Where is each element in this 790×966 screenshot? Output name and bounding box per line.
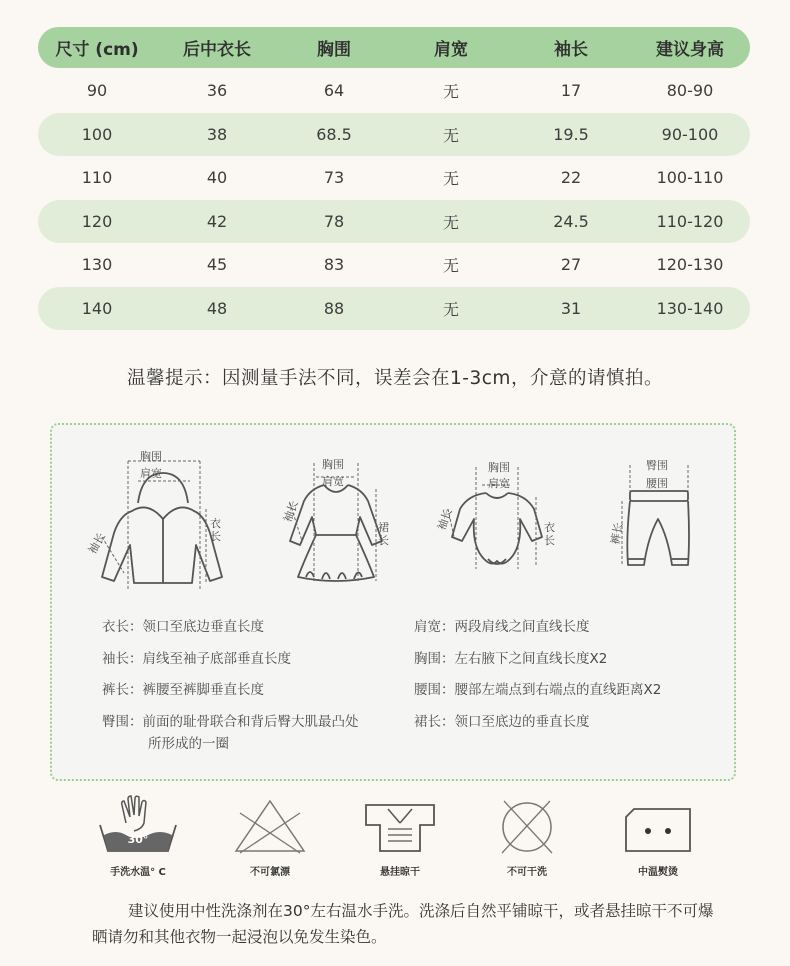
- def-hip-line2: 所形成的一圈: [148, 736, 229, 752]
- def-skirt: 裙长：领口至底边的垂直长度: [414, 714, 590, 730]
- def-chest: 胸围：左右腋下之间直线长度X2: [414, 651, 608, 667]
- pants-icon: [608, 457, 708, 577]
- table-cell: 110-120: [656, 211, 724, 231]
- header-chest: 胸围: [317, 40, 351, 60]
- table-cell: 78: [323, 211, 345, 231]
- table-cell: 40: [206, 168, 228, 188]
- table-row: [38, 69, 750, 113]
- dress-shoulder-label: 肩宽: [322, 475, 344, 488]
- no-bleach-icon: [232, 795, 308, 855]
- def-waist: 腰围：腰部左端点到右端点的直线距离X2: [414, 682, 662, 698]
- hand-wash-icon: [96, 795, 180, 855]
- table-cell: 27: [560, 255, 582, 275]
- care-no-bleach: [232, 795, 308, 878]
- medium-iron-icon: [620, 795, 696, 855]
- table-row: [38, 156, 750, 200]
- def-hip: 臀围：前面的耻骨联合和背后臀大肌最凸处: [102, 714, 359, 730]
- care-medium-iron: [620, 795, 696, 878]
- header-sleeve: 袖长: [554, 40, 588, 60]
- dress-chest-label: 胸围: [322, 458, 344, 471]
- table-cell: 无: [442, 212, 459, 232]
- table-cell: 45: [206, 255, 228, 275]
- table-cell: 73: [323, 168, 345, 188]
- care-hang-dry: [360, 795, 440, 878]
- table-cell: 120-130: [656, 255, 724, 275]
- dress-skirt-label: 裙长: [378, 521, 389, 547]
- table-cell: 48: [206, 298, 228, 318]
- table-cell: 17: [560, 81, 582, 101]
- table-row: [38, 113, 750, 157]
- table-cell: 110: [81, 168, 113, 188]
- table-cell: 140: [81, 298, 113, 318]
- table-cell: 24.5: [553, 211, 589, 231]
- table-cell: 无: [442, 256, 459, 276]
- table-cell: 38: [206, 124, 228, 144]
- table-row: [38, 243, 750, 287]
- dress-sleeve-label: 袖长: [281, 498, 301, 525]
- table-row: [38, 287, 750, 331]
- pants-waist-label: 腰围: [646, 477, 668, 490]
- romper-length-label: 衣长: [544, 521, 555, 547]
- romper-chest-label: 胸围: [488, 461, 510, 474]
- measurement-tip: 温馨提示：因测量手法不同，误差会在1-3cm，介意的请慎拍。: [127, 368, 663, 389]
- header-shoulder: 肩宽: [434, 40, 468, 60]
- romper-sleeve-label: 袖长: [435, 506, 455, 533]
- care-label: 悬挂晾干: [380, 867, 420, 878]
- jacket-chest-label: 胸围: [140, 450, 162, 463]
- size-table: [38, 27, 750, 330]
- table-cell: 90-100: [661, 124, 719, 144]
- header-height: 建议身高: [656, 40, 724, 60]
- table-cell: 19.5: [553, 124, 589, 144]
- table-cell: 31: [560, 298, 582, 318]
- table-cell: 64: [323, 81, 345, 101]
- table-cell: 130: [81, 255, 113, 275]
- pants-length-label: 裤长: [608, 521, 626, 546]
- header-back-length: 后中衣长: [183, 40, 251, 60]
- measurement-guide: [50, 423, 736, 781]
- care-label: 中温熨烫: [638, 867, 678, 878]
- table-cell: 22: [560, 168, 582, 188]
- table-cell: 无: [442, 169, 459, 189]
- table-cell: 无: [442, 299, 459, 319]
- table-cell: 36: [206, 81, 228, 101]
- def-shoulder: 肩宽：两段肩线之间直线长度: [414, 619, 590, 635]
- table-cell: 100-110: [656, 168, 724, 188]
- table-cell: 80-90: [666, 81, 714, 101]
- table-cell: 68.5: [316, 124, 352, 144]
- care-label: 不可氯漂: [250, 867, 290, 878]
- table-header-row: [38, 27, 750, 68]
- table-cell: 83: [323, 255, 345, 275]
- wash-temp: 30°: [127, 833, 149, 846]
- romper-shoulder-label: 肩宽: [488, 477, 510, 490]
- wash-instructions: 建议使用中性洗涤剂在30°左右温水手洗。洗涤后自然平铺晾干，或者悬挂晾干不可爆晒请勿和其他衣物一起浸泡以免发生染色。: [92, 902, 714, 946]
- table-cell: 130-140: [656, 298, 724, 318]
- table-row: [38, 200, 750, 244]
- table-cell: 90: [86, 81, 108, 101]
- table-cell: 100: [81, 124, 113, 144]
- jacket-shoulder-label: 肩宽: [140, 467, 162, 480]
- table-cell: 42: [206, 211, 228, 231]
- hang-dry-icon: [360, 795, 440, 855]
- care-label: 手洗水温° C: [110, 867, 166, 878]
- table-cell: 无: [442, 82, 459, 102]
- pants-hip-label: 臀围: [646, 459, 668, 472]
- jacket-sleeve-label: 袖长: [85, 530, 109, 557]
- def-sleeve-length: 袖长：肩线至袖子底部垂直长度: [102, 651, 291, 667]
- def-pants-length: 裤长：裤腰至裤脚垂直长度: [102, 682, 264, 698]
- pants-figure: [608, 457, 708, 577]
- table-cell: 无: [442, 125, 459, 145]
- table-cell: 88: [323, 298, 345, 318]
- care-hand-wash: [96, 795, 180, 878]
- care-label: 不可干洗: [507, 867, 547, 878]
- care-no-dry-clean: [492, 795, 562, 878]
- header-size: 尺寸 (cm): [55, 40, 139, 60]
- jacket-length-label: 衣长: [210, 517, 221, 543]
- no-dry-clean-icon: [492, 795, 562, 855]
- table-cell: 120: [81, 211, 113, 231]
- def-garment-length: 衣长：领口至底边垂直长度: [102, 619, 264, 635]
